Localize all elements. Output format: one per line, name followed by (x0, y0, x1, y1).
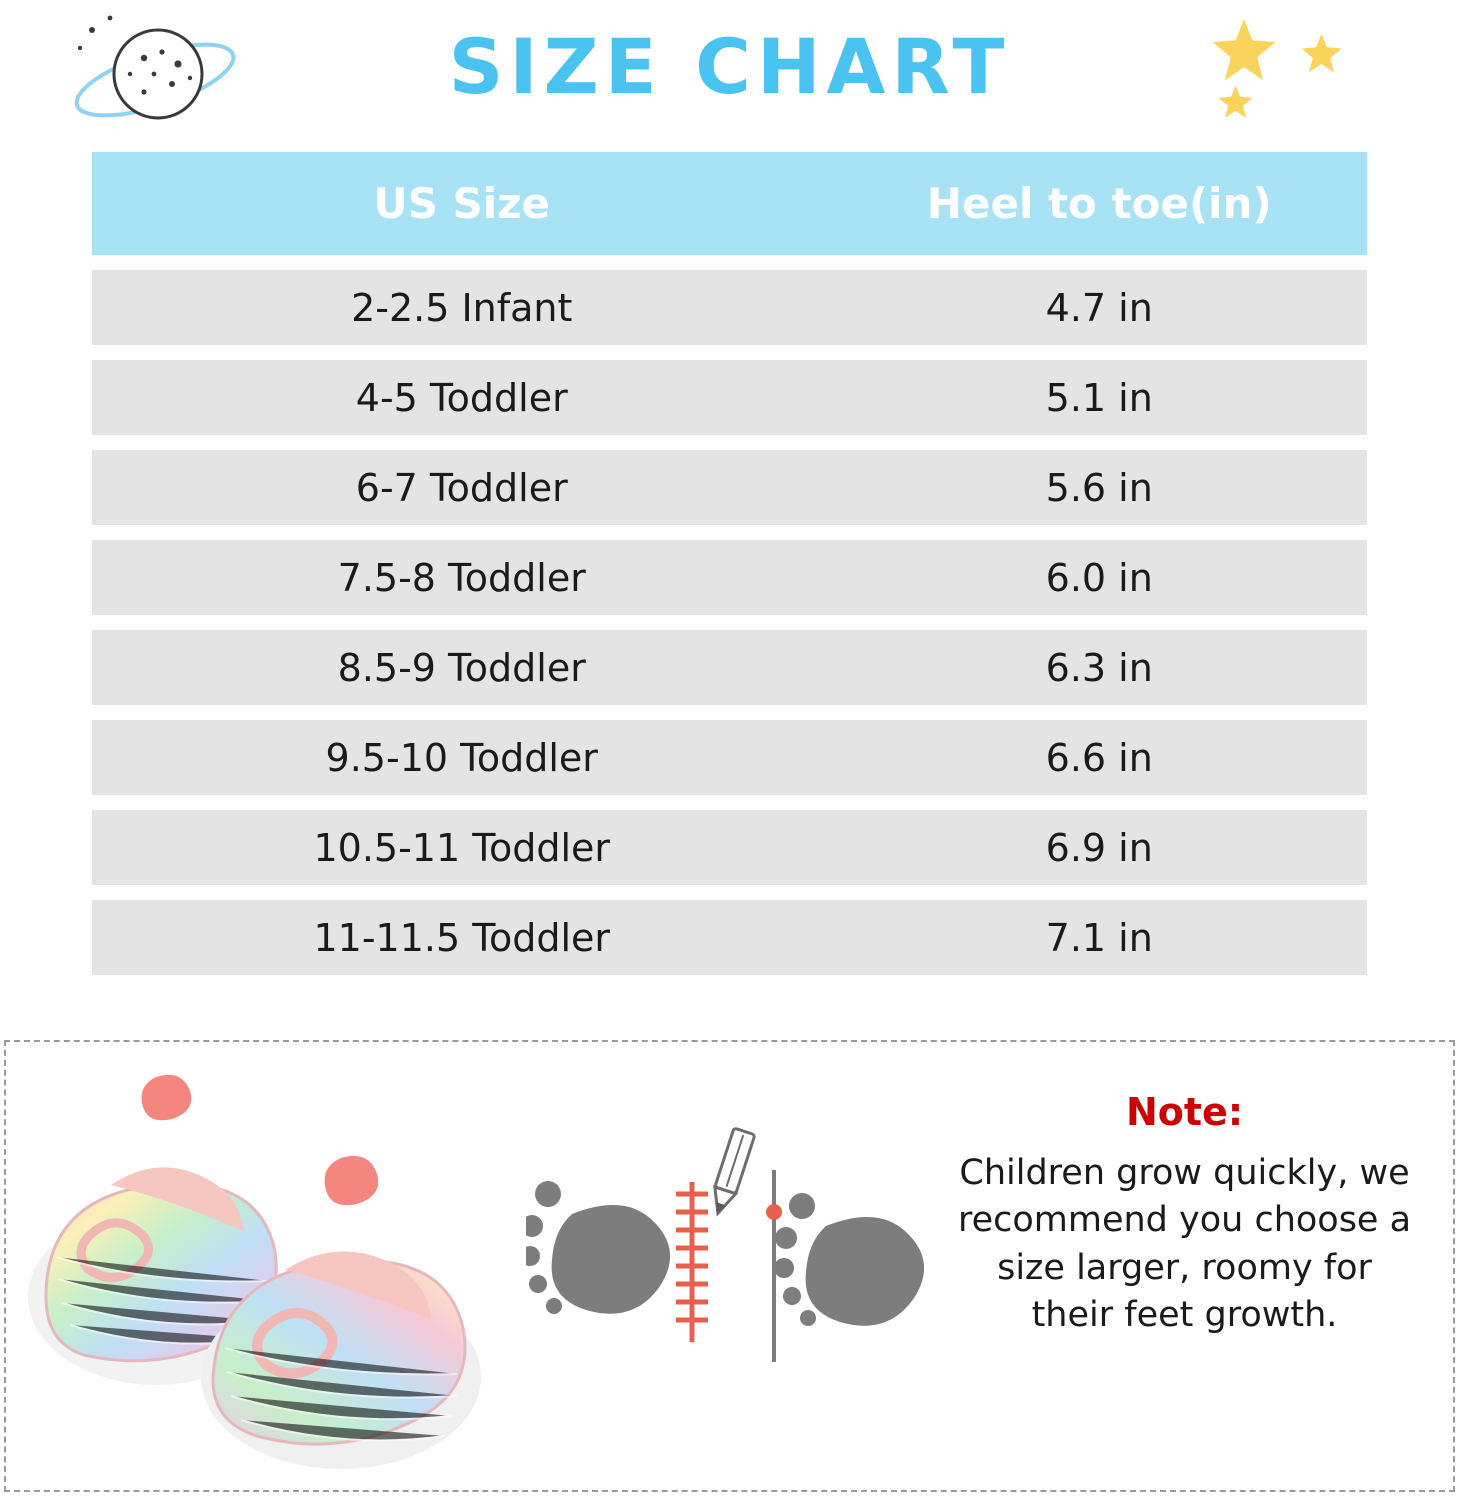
product-image (6, 1042, 526, 1490)
cell-us-size: 10.5-11 Toddler (313, 825, 611, 870)
cell-us-size: 9.5-10 Toddler (325, 735, 598, 780)
baby-water-shoes-illustration (6, 1042, 526, 1494)
cell-us-size: 2-2.5 Infant (351, 285, 573, 330)
table-row (92, 360, 1367, 435)
measure-illustration (526, 1042, 946, 1490)
size-chart-table (92, 152, 1367, 975)
column-header-us-size: US Size (373, 179, 551, 228)
cell-us-size: 8.5-9 Toddler (337, 645, 586, 690)
cell-heel-to-toe: 4.7 in (1045, 285, 1153, 330)
table-row (92, 900, 1367, 975)
note-title: Note: (1125, 1090, 1244, 1134)
table-header-row (92, 152, 1367, 255)
cell-heel-to-toe: 6.3 in (1045, 645, 1153, 690)
note-panel (4, 1040, 1455, 1492)
note-body: Children grow quickly, we recommend you choose a size larger, roomy for their feet growth. (957, 1153, 1412, 1335)
page-header (0, 0, 1459, 152)
pencil-icon (707, 1128, 754, 1217)
table-row (92, 630, 1367, 705)
table-row (92, 810, 1367, 885)
note-text-block (946, 1042, 1453, 1490)
cell-heel-to-toe: 5.1 in (1045, 375, 1153, 420)
cell-heel-to-toe: 5.6 in (1045, 465, 1153, 510)
table-row (92, 540, 1367, 615)
cell-us-size: 7.5-8 Toddler (337, 555, 586, 600)
cell-us-size: 11-11.5 Toddler (313, 915, 611, 960)
cell-heel-to-toe: 6.9 in (1045, 825, 1153, 870)
cell-heel-to-toe: 6.0 in (1045, 555, 1153, 600)
table-row (92, 270, 1367, 345)
cell-heel-to-toe: 7.1 in (1045, 915, 1153, 960)
cell-us-size: 4-5 Toddler (355, 375, 568, 420)
foot-measure-icon (526, 1042, 946, 1494)
table-row (92, 720, 1367, 795)
page-title: SIZE CHART (448, 22, 1011, 111)
table-row (92, 450, 1367, 525)
column-header-heel-to-toe: Heel to toe(in) (926, 179, 1272, 228)
cell-heel-to-toe: 6.6 in (1045, 735, 1153, 780)
cell-us-size: 6-7 Toddler (355, 465, 568, 510)
